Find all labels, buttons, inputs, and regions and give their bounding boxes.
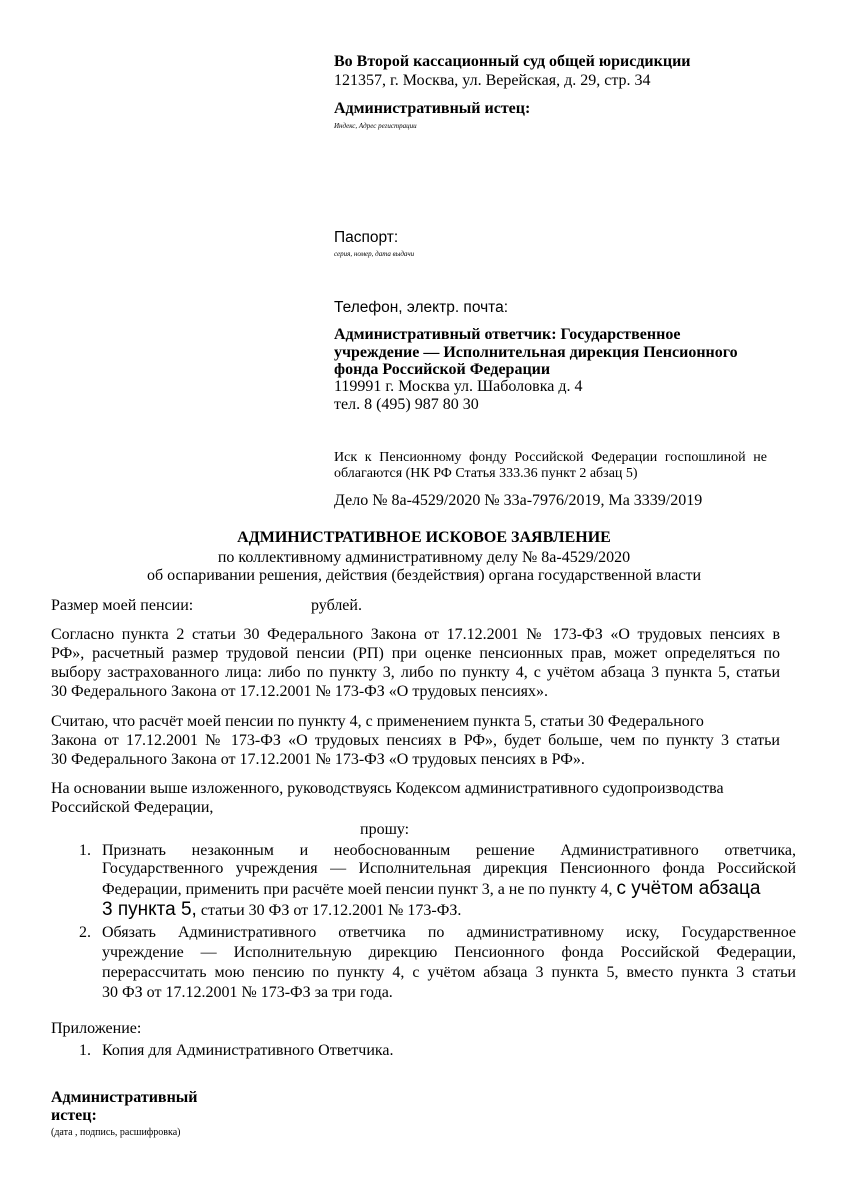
attachment-1-text: Копия для Административного Ответчика.	[102, 1042, 394, 1059]
paragraph-1-line-3: выбору застрахованного лица: либо по пункту 3, либо по пункту 4, с учётом абзаца 3 пункта 5, статьи	[51, 664, 780, 681]
paragraph-2-line-3: 30 Федерального Закона от 17.12.2001 № 173-ФЗ «О трудовых пенсиях в РФ».	[51, 751, 585, 768]
document-subtitle-1: по коллективному административному делу № 8а-4529/2020	[217, 549, 631, 566]
request-1-line-4b: статьи 30 ФЗ от 17.12.2001 № 173-ФЗ.	[200, 902, 462, 919]
request-2-number: 2.	[79, 924, 91, 941]
fee-note-line-2: облагаются (НК РФ Статья 333.36 пункт 2 абзац 5)	[334, 466, 638, 481]
request-1-line-3	[102, 880, 760, 899]
fee-note-line-1: Иск к Пенсионному фонду Российской Федерации госпошлиной не	[334, 450, 767, 465]
attachment-1-number: 1.	[79, 1042, 91, 1059]
request-word: прошу:	[360, 821, 410, 838]
document-subtitle-2: об оспаривании решения, действия (бездействия) органа государственной власти	[146, 567, 702, 584]
court-address: 121357, г. Москва, ул. Верейская, д. 29, стр. 34	[334, 72, 651, 89]
signature-label-line-1: Административный	[51, 1089, 198, 1106]
plaintiff-address-hint: Индекс, Адрес регистрации	[334, 122, 417, 130]
request-1-number: 1.	[79, 842, 91, 859]
request-1-line-4a: 3 пункта 5,	[102, 899, 197, 920]
pension-label: Размер моей пенсии:	[51, 597, 194, 614]
request-2-line-2: учреждение — Исполнительную дирекцию Пенсионного фонда Российской Федерации,	[102, 944, 796, 961]
passport-hint: серия, номер, дата выдачи	[334, 250, 415, 258]
plaintiff-label: Административный истец:	[334, 100, 531, 117]
court-name: Во Второй кассационный суд общей юрисдикции	[334, 53, 691, 70]
paragraph-3-line-2: Российской Федерации,	[51, 799, 214, 816]
paragraph-1-line-4: 30 Федерального Закона от 17.12.2001 № 173-ФЗ «О трудовых пенсиях».	[51, 683, 549, 700]
request-1-line-3a: Федерации, применить при расчёте моей пенсии пункт 3, а не по пункту 4,	[102, 881, 613, 898]
pension-unit: рублей.	[311, 597, 362, 614]
request-2-line-1: Обязать Административного ответчика по административному иску, Государственное	[102, 924, 796, 941]
attachments-label: Приложение:	[51, 1020, 142, 1037]
contacts-label: Телефон, электр. почта:	[334, 299, 509, 316]
defendant-line-1: Административный ответчик: Государственное	[334, 326, 681, 343]
signature-label-line-2: истец:	[51, 1107, 97, 1124]
paragraph-3-line-1: На основании выше изложенного, руководствуясь Кодексом административного судопроизводства	[51, 780, 724, 797]
defendant-line-3: фонда Российской Федерации	[334, 361, 551, 378]
request-1-line-4	[102, 901, 461, 920]
paragraph-1-line-1: Согласно пункта 2 статьи 30 Федерального Закона от 17.12.2001 № 173-ФЗ «О трудовых пенсиях в	[51, 626, 780, 643]
signature-hint: (дата , подпись, расшифровка)	[51, 1127, 181, 1138]
request-1-line-1: Признать незаконным и необоснованным решение Административного ответчика,	[102, 842, 796, 859]
paragraph-1-line-2: РФ», расчетный размер трудовой пенсии (РП) при оценке пенсионных прав, может определяться по	[51, 645, 780, 662]
case-number: Дело № 8а-4529/2020 № 33а-7976/2019, Ма 3339/2019	[334, 492, 703, 509]
request-1-line-3b: с учётом абзаца	[616, 878, 761, 899]
defendant-line-2: учреждение — Исполнительная дирекция Пенсионного	[334, 344, 738, 361]
request-1-line-2: Государственного учреждения — Исполнительная дирекция Пенсионного фонда Российской	[102, 860, 796, 877]
defendant-phone: тел. 8 (495) 987 80 30	[334, 396, 479, 413]
request-2-line-4: 30 ФЗ от 17.12.2001 № 173-ФЗ за три года.	[102, 984, 393, 1001]
request-2-line-3: перерассчитать мою пенсию по пункту 4, с учётом абзаца 3 пункта 5, вместо пункта 3 статьи	[102, 964, 796, 981]
defendant-address: 119991 г. Москва ул. Шаболовка д. 4	[334, 378, 583, 395]
passport-label: Паспорт:	[334, 229, 399, 246]
paragraph-2-line-1: Считаю, что расчёт моей пенсии по пункту 4, с применением пункта 5, статьи 30 Федерального	[51, 713, 704, 730]
paragraph-2-line-2: Закона от 17.12.2001 № 173-ФЗ «О трудовых пенсиях в РФ», будет больше, чем по пункту 3 статьи	[51, 732, 780, 749]
document-title: АДМИНИСТРАТИВНОЕ ИСКОВОЕ ЗАЯВЛЕНИЕ	[237, 529, 611, 546]
